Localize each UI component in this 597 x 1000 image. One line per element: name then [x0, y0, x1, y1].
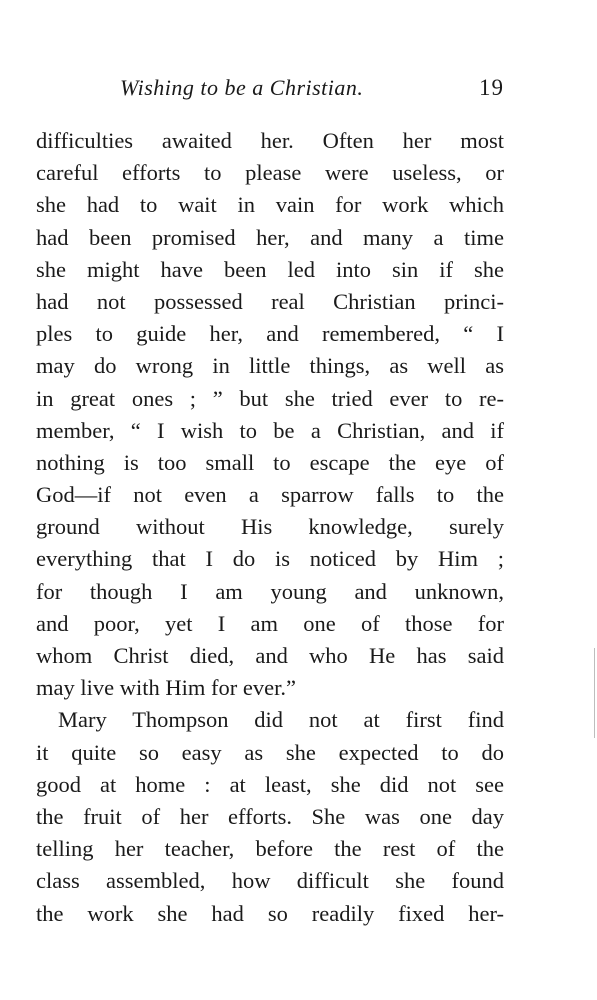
- paragraph-2: [36, 704, 504, 929]
- running-title: Wishing to be a Christian.: [120, 75, 364, 100]
- text-line: the work she had so readily fixed her-: [36, 900, 504, 926]
- text-line: may live with Him for ever.”: [36, 675, 296, 701]
- text-line: and poor, yet I am one of those for: [36, 610, 504, 636]
- text-line: everything that I do is noticed by Him ;: [36, 546, 504, 572]
- page-number: 19: [479, 75, 504, 100]
- text-line: whom Christ died, and who He has said: [36, 643, 504, 668]
- text-line: had not possessed real Christian princi-: [36, 288, 504, 314]
- text-line: had been promised her, and many a time: [36, 224, 504, 250]
- text-line: class assembled, how difficult she found: [36, 868, 504, 894]
- text-line: she might have been led into sin if she: [36, 256, 504, 282]
- text-line: nothing is too small to escape the eye of: [36, 449, 504, 475]
- text-line: careful efforts to please were useless, or: [36, 160, 504, 186]
- text-line: member, “ I wish to be a Christian, and if: [36, 417, 504, 443]
- running-head: [36, 70, 504, 106]
- text-line: in great ones ; ” but she tried ever to re-: [36, 385, 504, 411]
- text-line: ples to guide her, and remembered, “ I: [36, 321, 504, 347]
- text-line: it quite so easy as she expected to do: [36, 739, 504, 765]
- text-line: difficulties awaited her. Often her most: [36, 128, 504, 153]
- text-line: the fruit of her efforts. She was one day: [36, 803, 504, 829]
- text-line: God—if not even a sparrow falls to the: [36, 482, 504, 508]
- page-edge-mark: [594, 648, 595, 738]
- text-line: ground without His knowledge, surely: [36, 514, 504, 540]
- text-line: may do wrong in little things, as well as: [36, 353, 504, 379]
- text-line: good at home : at least, she did not see: [36, 771, 504, 797]
- text-line: telling her teacher, before the rest of the: [36, 836, 504, 862]
- text-line: she had to wait in vain for work which: [36, 192, 504, 218]
- body-text: [36, 125, 504, 930]
- text-line: Mary Thompson did not at first find: [58, 707, 504, 733]
- paragraph-1: [36, 125, 504, 704]
- text-line: for though I am young and unknown,: [36, 578, 504, 604]
